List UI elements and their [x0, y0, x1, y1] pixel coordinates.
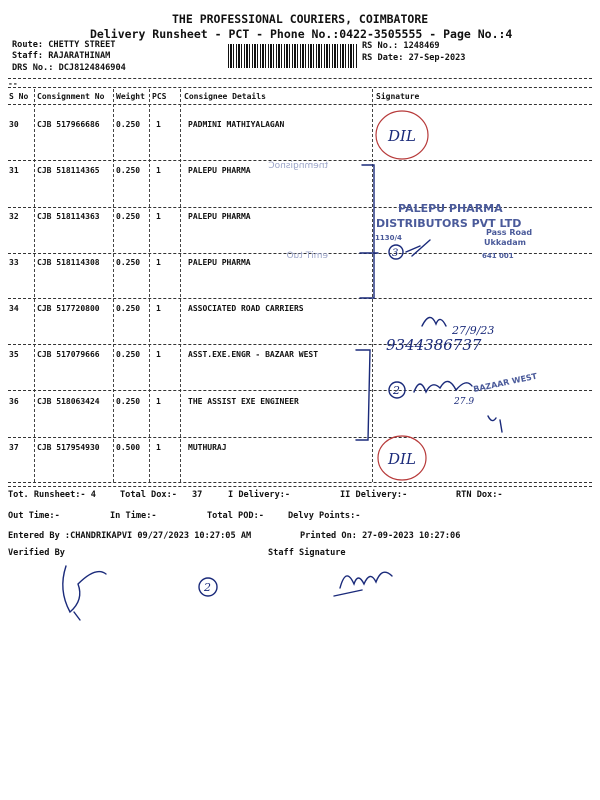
- total-pod: Total POD:-: [207, 511, 264, 521]
- circled-3: 3: [392, 248, 399, 259]
- rs-number: RS No.: 1248469: [362, 41, 440, 51]
- stamp-line-2: DISTRIBUTORS PVT LTD: [376, 217, 522, 230]
- i-delivery: I Delivery:-: [228, 490, 291, 500]
- signature-scribble: [422, 317, 446, 326]
- row-pcs: 1: [156, 304, 161, 313]
- row-consignment: CJB 517954930: [37, 443, 100, 452]
- staff-signature-label: Staff Signature: [268, 548, 346, 558]
- row-sno: 37: [9, 443, 19, 452]
- row-pcs: 1: [156, 397, 161, 406]
- row-consignment: CJB 518063424: [37, 397, 100, 406]
- row-consignee: PALEPU PHARMA: [188, 166, 251, 175]
- rs-date: RS Date: 27-Sep-2023: [362, 53, 466, 63]
- runsheet-title: Delivery Runsheet - PCT - Phone No.:0422-3505555 - Page No.:4: [90, 27, 513, 41]
- company-name: THE PROFESSIONAL COURIERS, COIMBATORE: [172, 12, 429, 26]
- row-weight: 0.250: [116, 258, 141, 267]
- row-pcs: 1: [156, 350, 161, 359]
- dil-mark-2: DIL: [388, 450, 416, 468]
- verifier-signature: [63, 566, 106, 620]
- row-sno: 32: [9, 212, 19, 221]
- circled-2: 2: [393, 384, 400, 397]
- ghost-text: tnemngisnoC: [268, 161, 328, 171]
- staff-signature: [334, 572, 392, 596]
- col-header-consignee: Consignee Details: [184, 92, 266, 101]
- in-time: In Time:-: [110, 511, 157, 521]
- row-pcs: 1: [156, 258, 161, 267]
- phone-note: 9344386737: [386, 336, 482, 354]
- row-consignment: CJB 518114308: [37, 258, 100, 267]
- stamp-code: 641 001: [482, 252, 514, 260]
- stamp-number: 1130/4: [375, 234, 402, 242]
- entered-by: Entered By :CHANDRIKAPVI 09/27/2023 10:27:05 AM: [8, 531, 252, 541]
- row-sno: 33: [9, 258, 19, 267]
- row-sno: 30: [9, 120, 19, 129]
- row-weight: 0.250: [116, 120, 141, 129]
- stamp-line-1: PALEPU PHARMA: [398, 202, 503, 215]
- date-note: 27/9/23: [452, 324, 495, 337]
- stamp-line-4: Ukkadam: [484, 238, 526, 247]
- row-sno: 34: [9, 304, 19, 313]
- bracket-mark: [356, 350, 370, 440]
- stamp-line-3: Pass Road: [486, 228, 533, 237]
- row-weight: 0.250: [116, 350, 141, 359]
- staff-label: Staff: RAJARATHINAM: [12, 51, 111, 61]
- row-consignment: CJB 517720800: [37, 304, 100, 313]
- col-header-weight: Weight: [116, 92, 145, 101]
- row-consignee: PALEPU PHARMA: [188, 212, 251, 221]
- col-header-signature: Signature: [376, 92, 420, 101]
- signature-scribble: [414, 381, 472, 392]
- row-pcs: 1: [156, 166, 161, 175]
- verify-mark: 2: [204, 581, 211, 594]
- ghost-text: emiT tuO: [286, 251, 328, 261]
- row-consignment: CJB 518114363: [37, 212, 100, 221]
- row-consignee: ASSOCIATED ROAD CARRIERS: [188, 304, 304, 313]
- row-weight: 0.250: [116, 304, 141, 313]
- rtn-dox: RTN Dox:-: [456, 490, 503, 500]
- row-pcs: 1: [156, 120, 161, 129]
- row-weight: 0.250: [116, 166, 141, 175]
- row-weight: 0.500: [116, 443, 141, 452]
- row-consignee: THE ASSIST EXE ENGINEER: [188, 397, 299, 406]
- route-label: Route: CHETTY STREET: [12, 40, 116, 50]
- dil-mark-1: DIL: [388, 127, 416, 145]
- ink-tick: [488, 416, 502, 432]
- drs-number: DRS No.: DCJ8124846904: [12, 63, 126, 73]
- total-dox-label: Total Dox:-: [120, 490, 177, 500]
- total-dox-value: 37: [192, 490, 203, 500]
- row-consignment: CJB 517966686: [37, 120, 100, 129]
- col-header-sno: S No: [9, 92, 29, 101]
- row-sno: 36: [9, 397, 19, 406]
- verified-by: Verified By: [8, 548, 65, 558]
- ii-delivery: II Delivery:-: [340, 490, 408, 500]
- dash-mark: --: [8, 79, 18, 88]
- tot-runsheet: Tot. Runsheet:- 4: [8, 490, 96, 500]
- row-weight: 0.250: [116, 397, 141, 406]
- bazaar-stamp: BAZAAR WEST: [472, 371, 538, 394]
- bazaar-date: 27.9: [454, 397, 475, 407]
- row-consignment: CJB 517079666: [37, 350, 100, 359]
- row-consignee: PALEPU PHARMA: [188, 258, 251, 267]
- col-header-consignment: Consignment No: [37, 92, 105, 101]
- row-pcs: 1: [156, 443, 161, 452]
- row-sno: 31: [9, 166, 19, 175]
- delvy-points: Delvy Points:-: [288, 511, 361, 521]
- row-consignee: PADMINI MATHIYALAGAN: [188, 120, 285, 129]
- row-pcs: 1: [156, 212, 161, 221]
- stamp-scribble: [406, 240, 430, 256]
- printed-on: Printed On: 27-09-2023 10:27:06: [300, 531, 461, 541]
- out-time: Out Time:-: [8, 511, 60, 521]
- row-consignment: CJB 518114365: [37, 166, 100, 175]
- row-sno: 35: [9, 350, 19, 359]
- row-consignee: ASST.EXE.ENGR - BAZAAR WEST: [188, 350, 319, 359]
- bracket-mark: [360, 165, 374, 298]
- col-header-pcs: PCS: [152, 92, 167, 101]
- row-consignee: MUTHURAJ: [188, 443, 227, 452]
- row-weight: 0.250: [116, 212, 141, 221]
